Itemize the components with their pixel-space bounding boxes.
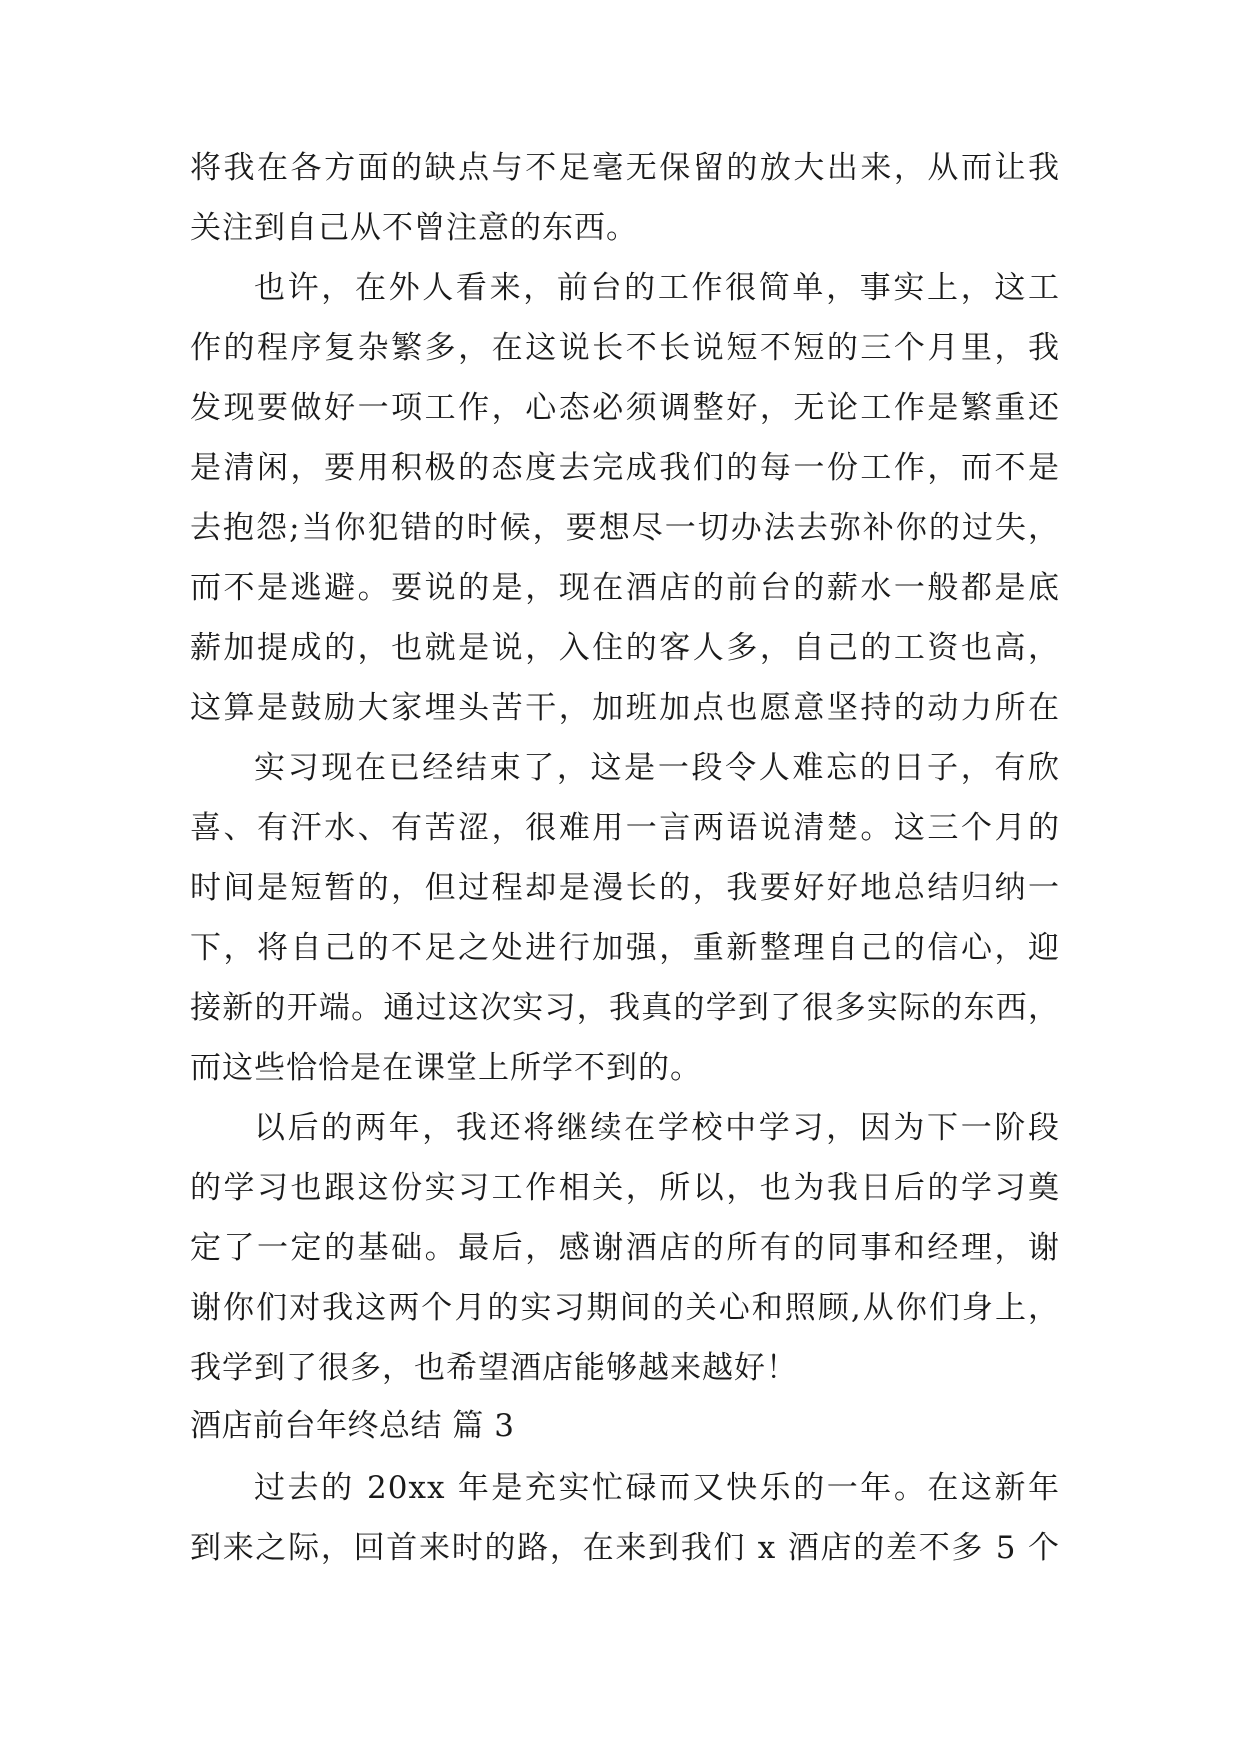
text-line: 也许，在外人看来，前台的工作很简单，事实上，这工 xyxy=(254,270,1060,306)
text-line: 我学到了很多，也希望酒店能够越来越好！ xyxy=(190,1350,798,1386)
text-line: 发现要做好一项工作，心态必须调整好，无论工作是繁重还 xyxy=(190,390,1060,426)
text-line: 薪加提成的，也就是说，入住的客人多，自己的工资也高， xyxy=(190,630,1060,666)
text-line: 过去的 20xx 年是充实忙碌而又快乐的一年。在这新年 xyxy=(254,1470,1060,1506)
section-heading: 酒店前台年终总结 篇 3 xyxy=(190,1408,515,1444)
text-line: 定了一定的基础。最后，感谢酒店的所有的同事和经理，谢 xyxy=(190,1230,1060,1266)
text-line: 将我在各方面的缺点与不足毫无保留的放大出来，从而让我 xyxy=(190,150,1060,186)
text-line: 喜、有汗水、有苦涩，很难用一言两语说清楚。这三个月的 xyxy=(190,810,1060,846)
text-line: 而这些恰恰是在课堂上所学不到的。 xyxy=(190,1050,702,1086)
text-line: 接新的开端。通过这次实习，我真的学到了很多实际的东西， xyxy=(190,990,1060,1026)
text-line: 到来之际，回首来时的路，在来到我们 x 酒店的差不多 5 个 xyxy=(190,1530,1060,1566)
text-line: 以后的两年，我还将继续在学校中学习，因为下一阶段 xyxy=(254,1110,1060,1146)
text-line: 谢你们对我这两个月的实习期间的关心和照顾,从你们身上， xyxy=(190,1290,1060,1326)
text-line: 时间是短暂的，但过程却是漫长的，我要好好地总结归纳一 xyxy=(190,870,1060,906)
text-line: 而不是逃避。要说的是，现在酒店的前台的薪水一般都是底 xyxy=(190,570,1060,606)
text-line: 去抱怨;当你犯错的时候，要想尽一切办法去弥补你的过失， xyxy=(190,510,1060,546)
text-line: 实习现在已经结束了，这是一段令人难忘的日子，有欣 xyxy=(254,750,1060,786)
text-line: 下，将自己的不足之处进行加强，重新整理自己的信心，迎 xyxy=(190,930,1060,966)
text-line: 是清闲，要用积极的态度去完成我们的每一份工作，而不是 xyxy=(190,450,1060,486)
text-line: 作的程序复杂繁多，在这说长不长说短不短的三个月里，我 xyxy=(190,330,1060,366)
text-line: 关注到自己从不曾注意的东西。 xyxy=(190,210,638,246)
text-line: 的学习也跟这份实习工作相关，所以，也为我日后的学习奠 xyxy=(190,1170,1060,1206)
text-line: 这算是鼓励大家埋头苦干，加班加点也愿意坚持的动力所在 xyxy=(190,690,1060,726)
